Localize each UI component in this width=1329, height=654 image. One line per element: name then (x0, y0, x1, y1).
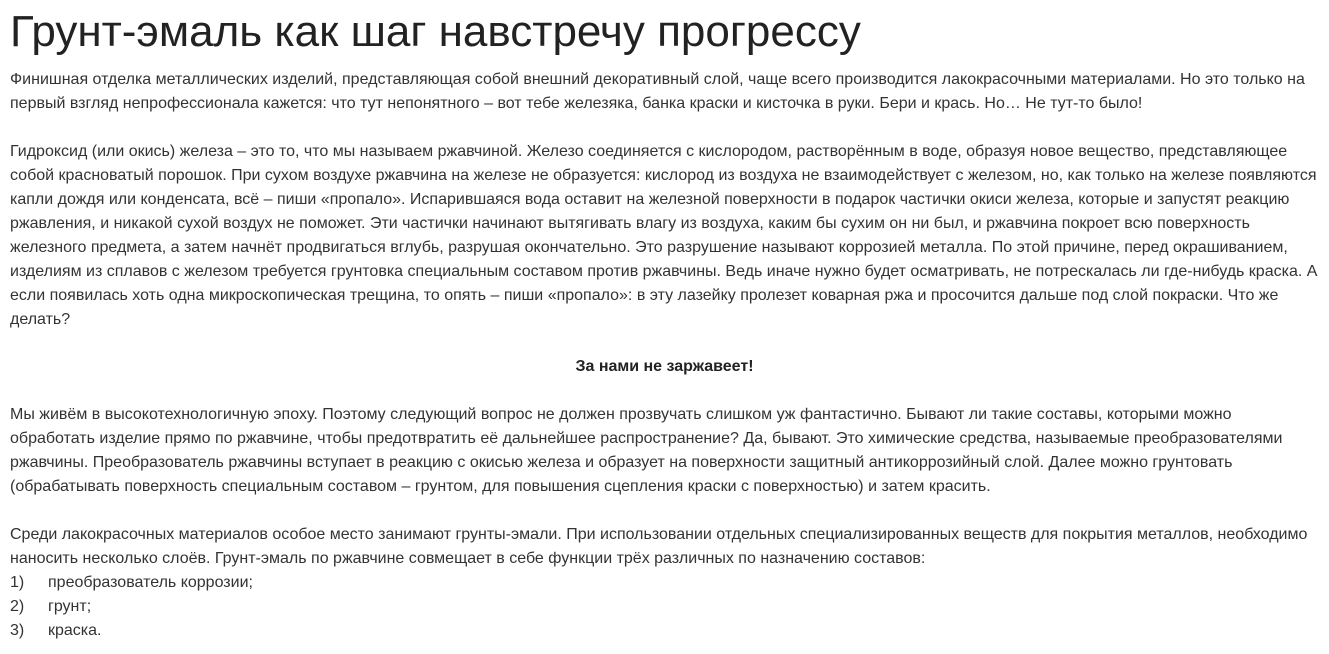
list-item-number: 1) (10, 574, 25, 591)
list-item-number: 3) (10, 622, 25, 639)
list-item-text: преобразователь коррозии; (48, 574, 253, 591)
functions-list (10, 571, 1319, 643)
list-item-text: краска. (48, 622, 102, 639)
paragraph-rust: Гидроксид (или окись) железа – это то, что мы называем ржавчиной. Железо соединяется с кислородом, растворённым в воде, образуя новое вещество, представляющее собой красноватый порошок. При сухом воздухе ржавчина на железе не образуется: кислород из воздуха не взаимодействует с железом, но, как только на железе появляются капли дождя или конденсата, всё – пиши «пропало». Испарившаяся вода оставит на железной поверхности в подарок частички окиси железа, которые и запустят реакцию ржавления, и никакой сухой воздух не поможет. Эти частички начинают вытягивать влагу из воздуха, каким бы сухим он ни был, и ржавчина покроет всю поверхность железного предмета, а затем начнёт продвигаться вглубь, разрушая окончательно. Это разрушение называют коррозией металла. По этой причине, перед окрашиванием, изделиям из сплавов с железом требуется грунтовка специальным составом против ржавчины. Ведь иначе нужно будет осматривать, не потрескалась ли где-нибудь краска. А если появилась хоть одна микроскопическая трещина, то опять – пиши «пропало»: в эту лазейку пролезет коварная ржа и просочится дальше под слой покраски. Что же делать? (10, 143, 1318, 328)
paragraph-intro: Финишная отделка металлических изделий, представляющая собой внешний декоративный слой, чаще всего производится лакокрасочными материалами. Но это только на первый взгляд непрофессионала кажется: что тут непонятного – вот тебе железяка, банка краски и кисточка в руки. Бери и крась. Но… Не тут-то было! (10, 71, 1305, 112)
list-item-number: 2) (10, 598, 25, 615)
subheading: За нами не заржавеет! (575, 358, 754, 375)
paragraph-primers: Среди лакокрасочных материалов особое место занимают грунты-эмали. При использовании отдельных специализированных веществ для покрытия металлов, необходимо наносить несколько слоёв. Грунт-эмаль по ржавчине совмещает в себе функции трёх различных по назначению составов: (10, 526, 1308, 567)
list-item (10, 595, 1319, 619)
list-item (10, 571, 1319, 595)
list-item (10, 619, 1319, 643)
article-title: Грунт-эмаль как шаг навстречу прогрессу (10, 7, 861, 56)
list-item-text: грунт; (48, 598, 92, 615)
paragraph-epoch: Мы живём в высокотехнологичную эпоху. Поэтому следующий вопрос не должен прозвучать слишком уж фантастично. Бывают ли такие составы, которыми можно обработать изделие прямо по ржавчине, чтобы предотвратить её дальнейшее распространение? Да, бывают. Это химические средства, называемые преобразователями ржавчины. Преобразователь ржавчины вступает в реакцию с окисью железа и образует на поверхности защитный антикоррозийный слой. Далее можно грунтовать (обрабатывать поверхность специальным составом – грунтом, для повышения сцепления краски с поверхностью) и затем красить. (10, 406, 1283, 495)
